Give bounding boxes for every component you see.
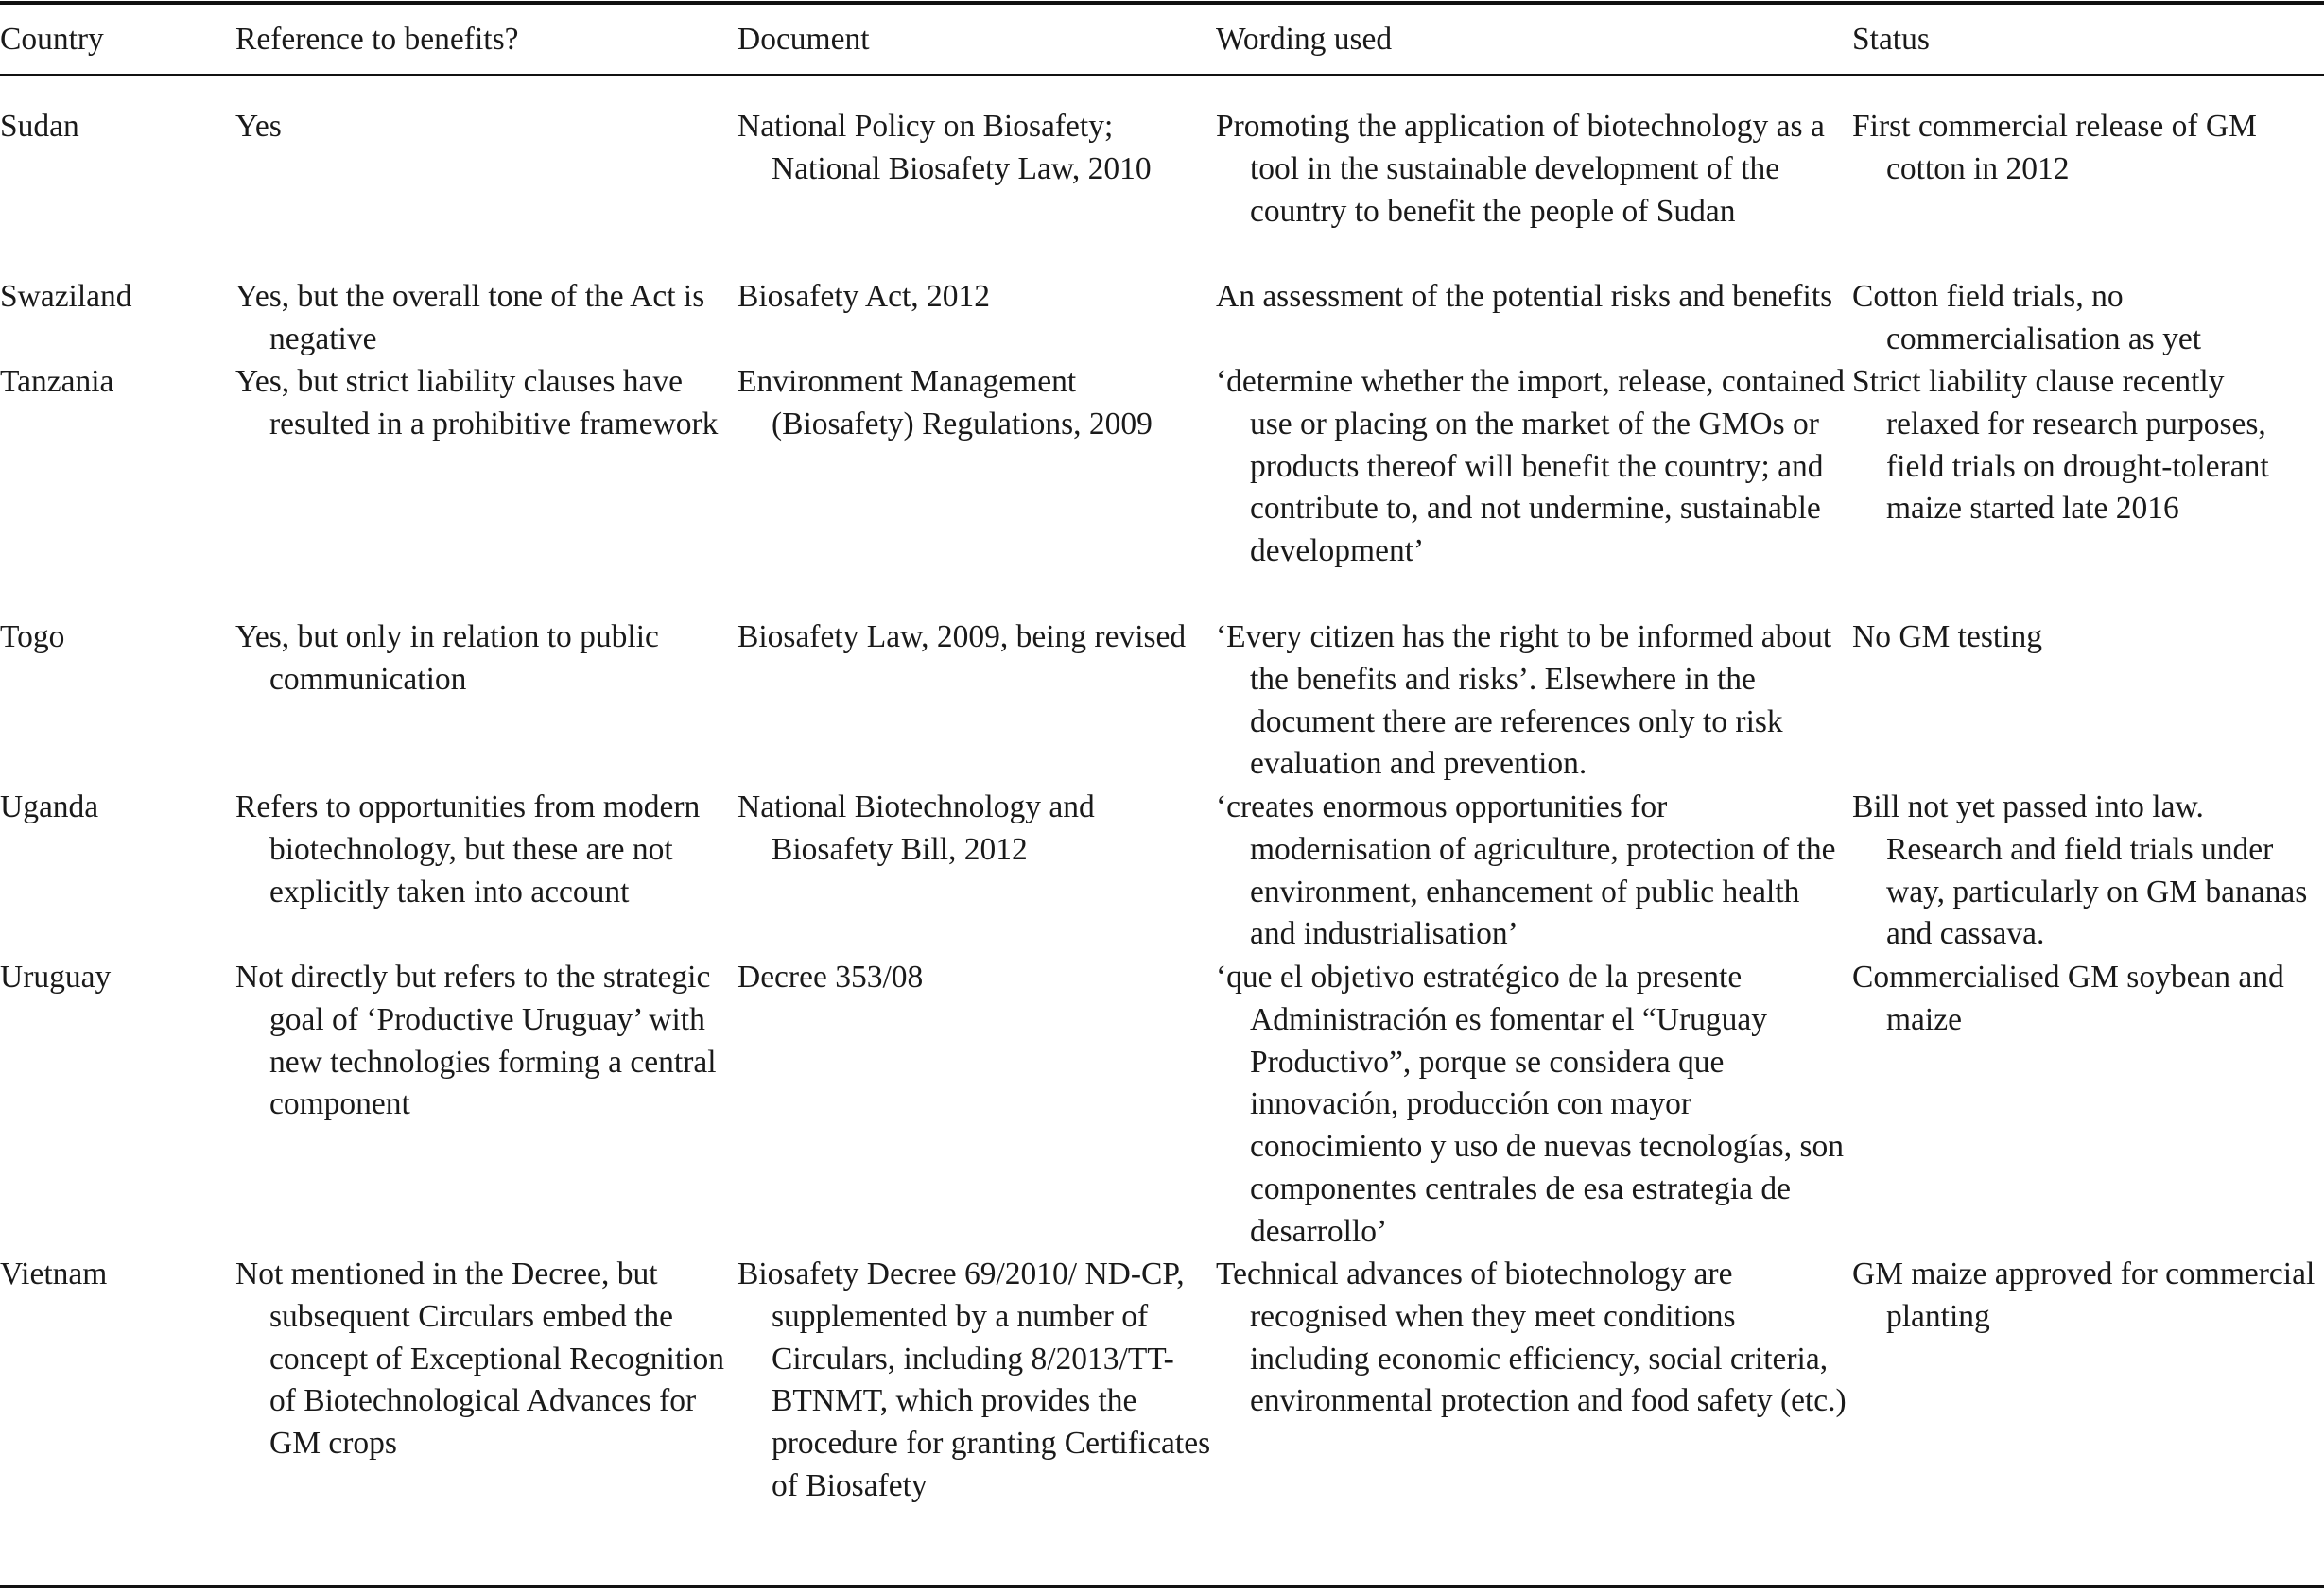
cell-country [0,361,235,616]
cell-status [1852,957,2324,1254]
cell-document [737,957,1216,1254]
header-row [0,19,2324,92]
table-row [0,276,2324,361]
wording-text: Promoting the application of biotechnology as a tool in the sustainable development of the country to benefit the people of Sudan [1216,109,1825,229]
wording-text: ‘creates enormous opportunities for modernisation of agriculture, protection of the environment, enhancement of public health and industrialisation’ [1216,789,1836,952]
table-row [0,1254,2324,1594]
wording-text: ‘que el objetivo estratégico de la presente Administración es fomentar el “Uruguay Productivo”, porque se considera que innovación, producción con mayor conocimiento y uso de nuevas tecnologías, son componentes centrales de esa estrategia de desarrollo’ [1216,960,1844,1249]
cell-document [737,361,1216,616]
status-text: First commercial release of GM cotton in 2012 [1852,109,2257,186]
cell-reference [235,276,737,361]
wording-text: Technical advances of biotechnology are recognised when they meet conditions including economic efficiency, social criteria, environmental protection and food safety (etc.) [1216,1256,1847,1419]
country-text: Vietnam [0,1256,108,1291]
cell-reference [235,616,737,787]
cell-wording [1216,957,1852,1254]
cell-country [0,92,235,276]
status-text: Cotton field trials, no commercialisation as yet [1852,279,2202,356]
header-reference: Reference to benefits? [235,22,519,57]
cell-document [737,1254,1216,1594]
wording-text: ‘determine whether the import, release, contained use or placing on the market of the GMOs or products thereof will benefit the country; and contribute to, and not undermine, sustainable development’ [1216,364,1846,569]
cell-country [0,787,235,957]
cell-status [1852,92,2324,276]
cell-reference [235,92,737,276]
cell-reference [235,361,737,616]
table-row [0,787,2324,957]
document-text: National Policy on Biosafety; National Biosafety Law, 2010 [737,109,1152,186]
cell-document [737,616,1216,787]
table-body [0,92,2324,1594]
country-text: Togo [0,619,65,654]
document-text: Environment Management (Biosafety) Regulations, 2009 [737,364,1153,442]
reference-text: Yes, but strict liability clauses have resulted in a prohibitive framework [235,364,719,442]
header-document: Document [737,22,870,57]
cell-wording [1216,92,1852,276]
document-text: Biosafety Act, 2012 [737,279,991,314]
reference-text: Yes, but the overall tone of the Act is negative [235,279,705,356]
biosafety-table [0,19,2324,1594]
table-top-rule [0,1,2324,5]
cell-document [737,787,1216,957]
cell-reference [235,1254,737,1594]
cell-country [0,957,235,1254]
header-country: Country [0,22,104,57]
wording-text: ‘Every citizen has the right to be informed about the benefits and risks’. Elsewhere in the document there are references only to risk evaluation and prevention. [1216,619,1832,782]
cell-reference [235,787,737,957]
country-text: Swaziland [0,279,132,314]
status-text: Bill not yet passed into law. Research and field trials under way, particularly on GM bananas and cassava. [1852,789,2308,952]
table-row [0,616,2324,787]
cell-country [0,1254,235,1594]
status-text: GM maize approved for commercial planting [1852,1256,2315,1334]
document-text: National Biotechnology and Biosafety Bill, 2012 [737,789,1095,867]
reference-text: Not mentioned in the Decree, but subsequent Circulars embed the concept of Exceptional Recognition of Biotechnological Advances for GM crops [235,1256,724,1462]
country-text: Sudan [0,109,79,144]
table-row [0,92,2324,276]
status-text: Strict liability clause recently relaxed for research purposes, field trials on drought-tolerant maize started late 2016 [1852,364,2269,527]
table-row [0,361,2324,616]
cell-status [1852,276,2324,361]
reference-text: Refers to opportunities from modern biotechnology, but these are not explicitly taken into account [235,789,701,910]
document-text: Biosafety Decree 69/2010/ ND-CP, supplemented by a number of Circulars, including 8/2013/TT-BTNMT, which provides the procedure for granting Certificates of Biosafety [737,1256,1211,1503]
cell-document [737,92,1216,276]
table-row [0,957,2324,1254]
cell-wording [1216,1254,1852,1594]
wording-text: An assessment of the potential risks and benefits [1216,279,1833,314]
cell-country [0,276,235,361]
cell-status [1852,787,2324,957]
table-header [0,19,2324,92]
cell-status [1852,361,2324,616]
country-text: Tanzania [0,364,114,399]
cell-wording [1216,787,1852,957]
cell-wording [1216,361,1852,616]
country-text: Uganda [0,789,99,824]
document-text: Decree 353/08 [737,960,924,995]
cell-reference [235,957,737,1254]
cell-document [737,276,1216,361]
cell-wording [1216,276,1852,361]
document-text: Biosafety Law, 2009, being revised [737,619,1187,654]
header-wording: Wording used [1216,22,1393,57]
status-text: Commercialised GM soybean and maize [1852,960,2284,1037]
reference-text: Not directly but refers to the strategic goal of ‘Productive Uruguay’ with new technologies forming a central component [235,960,717,1122]
cell-country [0,616,235,787]
reference-text: Yes [235,109,282,144]
cell-status [1852,616,2324,787]
header-status: Status [1852,22,1930,57]
country-text: Uruguay [0,960,112,995]
cell-wording [1216,616,1852,787]
cell-status [1852,1254,2324,1594]
reference-text: Yes, but only in relation to public communication [235,619,659,697]
status-text: No GM testing [1852,619,2042,654]
